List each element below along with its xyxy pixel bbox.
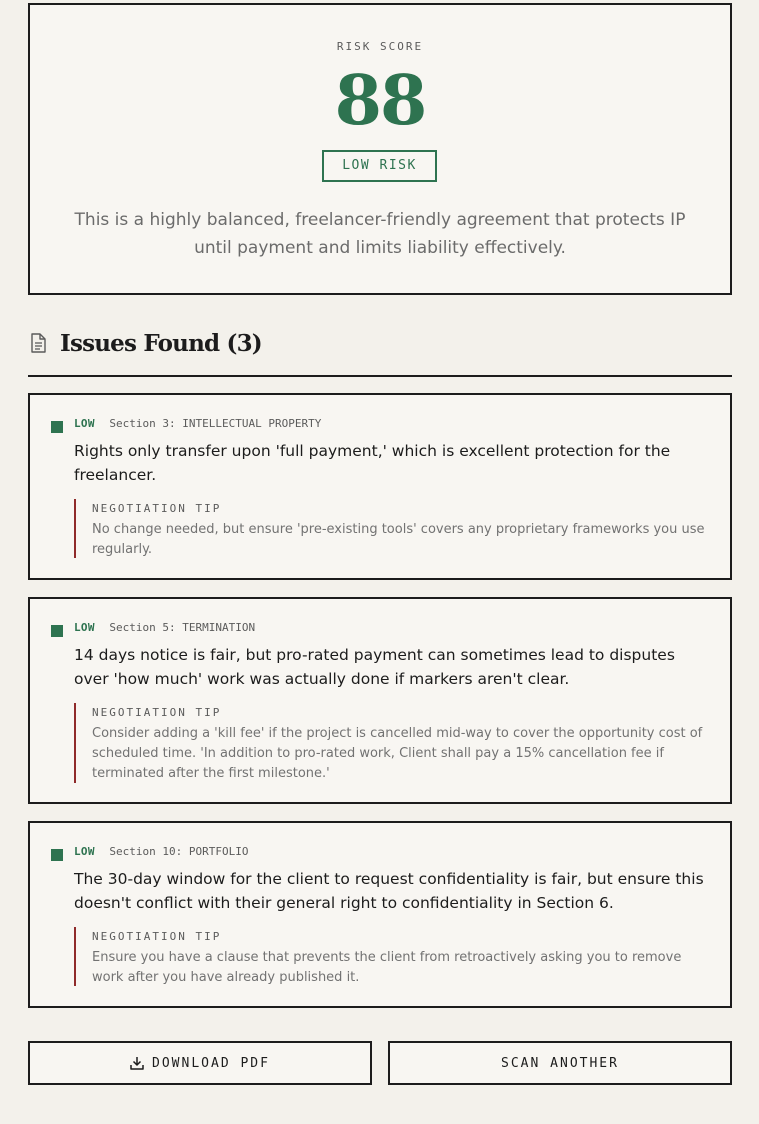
severity-indicator xyxy=(51,421,63,433)
scan-another-label: SCAN ANOTHER xyxy=(501,1055,619,1071)
tip-text: Ensure you have a clause that prevents the client from retroactively asking you to remove work after you have already published it. xyxy=(92,950,682,985)
issue-description: Rights only transfer upon 'full payment,' which is excellent protection for the freelancer. xyxy=(74,442,671,484)
risk-level-badge: LOW RISK xyxy=(322,150,437,182)
negotiation-tip xyxy=(74,499,710,558)
issue-card xyxy=(28,393,732,580)
issue-description: The 30-day window for the client to request confidentiality is fair, but ensure this doesn't conflict with their general right to confidentiality in Section 6. xyxy=(74,870,704,912)
download-pdf-button[interactable] xyxy=(28,1041,372,1085)
tip-label: NEGOTIATION TIP xyxy=(92,706,222,719)
risk-score-label: RISK SCORE xyxy=(336,40,424,53)
section-label: Section 5: TERMINATION xyxy=(109,621,256,634)
risk-summary: This is a highly balanced, freelancer-friendly agreement that protects IP until payment and limits liability effectively. xyxy=(74,210,686,258)
severity-indicator xyxy=(51,625,63,637)
risk-score-value: 88 xyxy=(334,61,426,141)
severity-label: LOW xyxy=(74,621,95,634)
download-icon xyxy=(130,1056,144,1070)
issues-header xyxy=(28,326,732,377)
issue-card xyxy=(28,821,732,1008)
download-pdf-label: DOWNLOAD PDF xyxy=(152,1055,270,1071)
scan-another-button[interactable] xyxy=(388,1041,732,1085)
severity-label: LOW xyxy=(74,845,95,858)
issue-description: 14 days notice is fair, but pro-rated payment can sometimes lead to disputes over 'how much' work was actually done if markers aren't clear. xyxy=(74,646,675,688)
tip-text: Consider adding a 'kill fee' if the project is cancelled mid-way to cover the opportunity cost of scheduled time. 'In addition to pro-rated work, Client shall pay a 15% cancellation fee if terminated after the first milestone.' xyxy=(92,726,703,781)
tip-text: No change needed, but ensure 'pre-existing tools' covers any proprietary frameworks you use regularly. xyxy=(92,522,705,557)
document-icon xyxy=(30,333,46,357)
section-label: Section 3: INTELLECTUAL PROPERTY xyxy=(109,417,322,430)
severity-label: LOW xyxy=(74,417,95,430)
severity-indicator xyxy=(51,849,63,861)
section-label: Section 10: PORTFOLIO xyxy=(109,845,249,858)
issues-title: Issues Found (3) xyxy=(60,330,262,357)
negotiation-tip xyxy=(74,927,710,986)
negotiation-tip xyxy=(74,703,710,783)
tip-label: NEGOTIATION TIP xyxy=(92,930,222,943)
tip-label: NEGOTIATION TIP xyxy=(92,502,222,515)
risk-score-card xyxy=(28,3,732,295)
issue-card xyxy=(28,597,732,804)
